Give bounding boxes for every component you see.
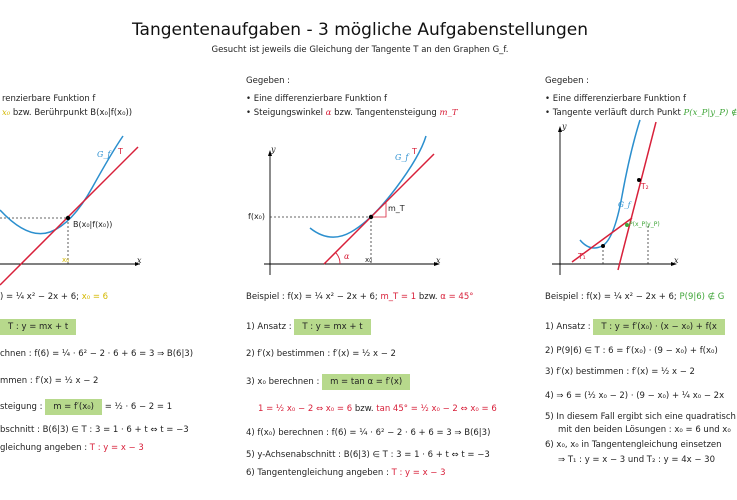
given-item-2: x₀ bzw. Berührpunkt B(x₀|f(x₀)) xyxy=(2,108,133,118)
graph-label-gf: G_f xyxy=(97,150,111,159)
graph-case-1 xyxy=(0,0,226,300)
step-4: 4) ⇒ 6 = (½ x₀ − 2) · (9 − x₀) + ¼ x₀ − 2x xyxy=(545,391,725,401)
x0-tick-label: x₀ xyxy=(365,256,372,264)
tangent-label: T xyxy=(412,147,417,156)
point-p-label: P(x_P|y_P) xyxy=(629,221,660,228)
step-1: T : y = mx + t xyxy=(0,319,76,335)
given-item-2: • Tangente verläuft durch Punkt P(x_P|y_P) ∉ xyxy=(545,108,737,118)
step-5: 5) y-Achsenabschnitt : B(6|3) ∈ T : 3 = 1 · 6 + t ⇔ t = −3 xyxy=(246,450,490,460)
step-1: 1) Ansatz : T : y = mx + t xyxy=(246,319,371,335)
function-graph xyxy=(580,120,640,248)
step-4: 4) f(x₀) berechnen : f(6) = ¼ · 6² − 2 · 6 + 6 = 3 ⇒ B(6|3) xyxy=(246,428,491,438)
step-4: steigung : m = f′(x₀) = ½ · 6 − 2 = 1 xyxy=(0,399,172,415)
tangent-label: T xyxy=(118,147,123,156)
column-case-1 xyxy=(0,0,226,500)
step-5: 5) In diesem Fall ergibt sich eine quadratisch xyxy=(545,412,736,422)
given-heading: Gegeben : xyxy=(246,76,291,86)
step-5-cont: mit den beiden Lösungen : x₀ = 6 und x₀ xyxy=(558,425,731,435)
step-6: 6) Tangentengleichung angeben : T : y = x − 3 xyxy=(246,468,446,478)
example-line: ) = ¼ x² − 2x + 6; x₀ = 6 xyxy=(0,292,109,302)
step-6-result: ⇒ T₁ : y = x − 3 und T₂ : y = 4x − 30 xyxy=(558,455,715,465)
x-axis-label: x xyxy=(674,256,679,265)
step-1: 1) Ansatz : T : y = f′(x₀) · (x − x₀) + f(x xyxy=(545,319,725,335)
step-6: 6) x₀, x₀ in Tangentengleichung einsetzen xyxy=(545,440,722,450)
tangent-label-1: T₁ xyxy=(578,252,586,261)
example-line: Beispiel : f(x) = ¼ x² − 2x + 6; m_T = 1 bzw. α = 45° xyxy=(246,292,474,302)
given-item-2: • Steigungswinkel α bzw. Tangentensteigung m_T xyxy=(246,108,458,118)
step-5: bschnitt : B(6|3) ∈ T : 3 = 1 · 6 + t ⇔ t = −3 xyxy=(0,425,189,435)
touch-point-1 xyxy=(601,244,605,248)
page-title: Tangentenaufgaben - 3 mögliche Aufgabenstellungen xyxy=(131,20,589,40)
column-case-3 xyxy=(540,0,737,500)
step-3-result: 1 = ½ x₀ − 2 ⇔ x₀ = 6 bzw. tan 45° = ½ x₀ − 2 ⇔ x₀ = 6 xyxy=(258,404,497,414)
step-3: 3) x₀ berechnen : m = tan α = f′(x) xyxy=(246,374,410,390)
y-axis-label: y xyxy=(562,122,567,131)
graph-label-gf: G_f xyxy=(618,200,631,209)
function-graph xyxy=(310,136,426,237)
given-item-1: • Eine differenzierbare Funktion f xyxy=(545,94,687,104)
touch-point xyxy=(369,215,373,219)
slope-label: m_T xyxy=(388,204,405,213)
graph-case-3 xyxy=(540,0,720,300)
step-3: mmen : f′(x) = ½ x − 2 xyxy=(0,376,99,386)
graph-label-gf: G_f xyxy=(395,153,409,162)
step-3: 3) f′(x) bestimmen : f′(x) = ½ x − 2 xyxy=(545,367,695,377)
x-axis-label: x xyxy=(137,256,142,265)
given-item-1: • Eine differenzierbare Funktion f xyxy=(246,94,388,104)
touch-point xyxy=(66,216,70,220)
x-axis-label: x xyxy=(436,256,441,265)
given-item-1: renzierbare Funktion f xyxy=(2,94,96,104)
tangent-line xyxy=(324,154,434,264)
point-label: B(x₀|f(x₀)) xyxy=(73,220,113,229)
step-2: chnen : f(6) = ¼ · 6² − 2 · 6 + 6 = 3 ⇒ B(6|3) xyxy=(0,349,194,359)
y-axis-label: y xyxy=(271,145,276,154)
angle-label: α xyxy=(344,252,350,261)
given-heading: Gegeben : xyxy=(545,76,590,86)
tangent-line-2 xyxy=(618,122,656,270)
page-subtitle: Gesucht ist jeweils die Gleichung der Tangente T an den Graphen G_f. xyxy=(211,45,509,55)
step-2: 2) f′(x) bestimmen : f′(x) = ½ x − 2 xyxy=(246,349,396,359)
step-2: 2) P(9|6) ∈ T : 6 = f′(x₀) · (9 − x₀) + f(x₀) xyxy=(545,346,718,356)
column-case-2 xyxy=(240,0,530,500)
step-6: gleichung angeben : T : y = x − 3 xyxy=(0,443,144,453)
x0-tick-label: x₀ xyxy=(62,256,69,264)
graph-case-2 xyxy=(240,0,530,300)
tangent-label-2: T₂ xyxy=(641,182,649,191)
example-line: Beispiel : f(x) = ¼ x² − 2x + 6; P(9|6) ∉ G xyxy=(545,292,725,302)
fx0-tick-label: f(x₀) xyxy=(248,212,265,221)
angle-arc xyxy=(336,253,341,265)
